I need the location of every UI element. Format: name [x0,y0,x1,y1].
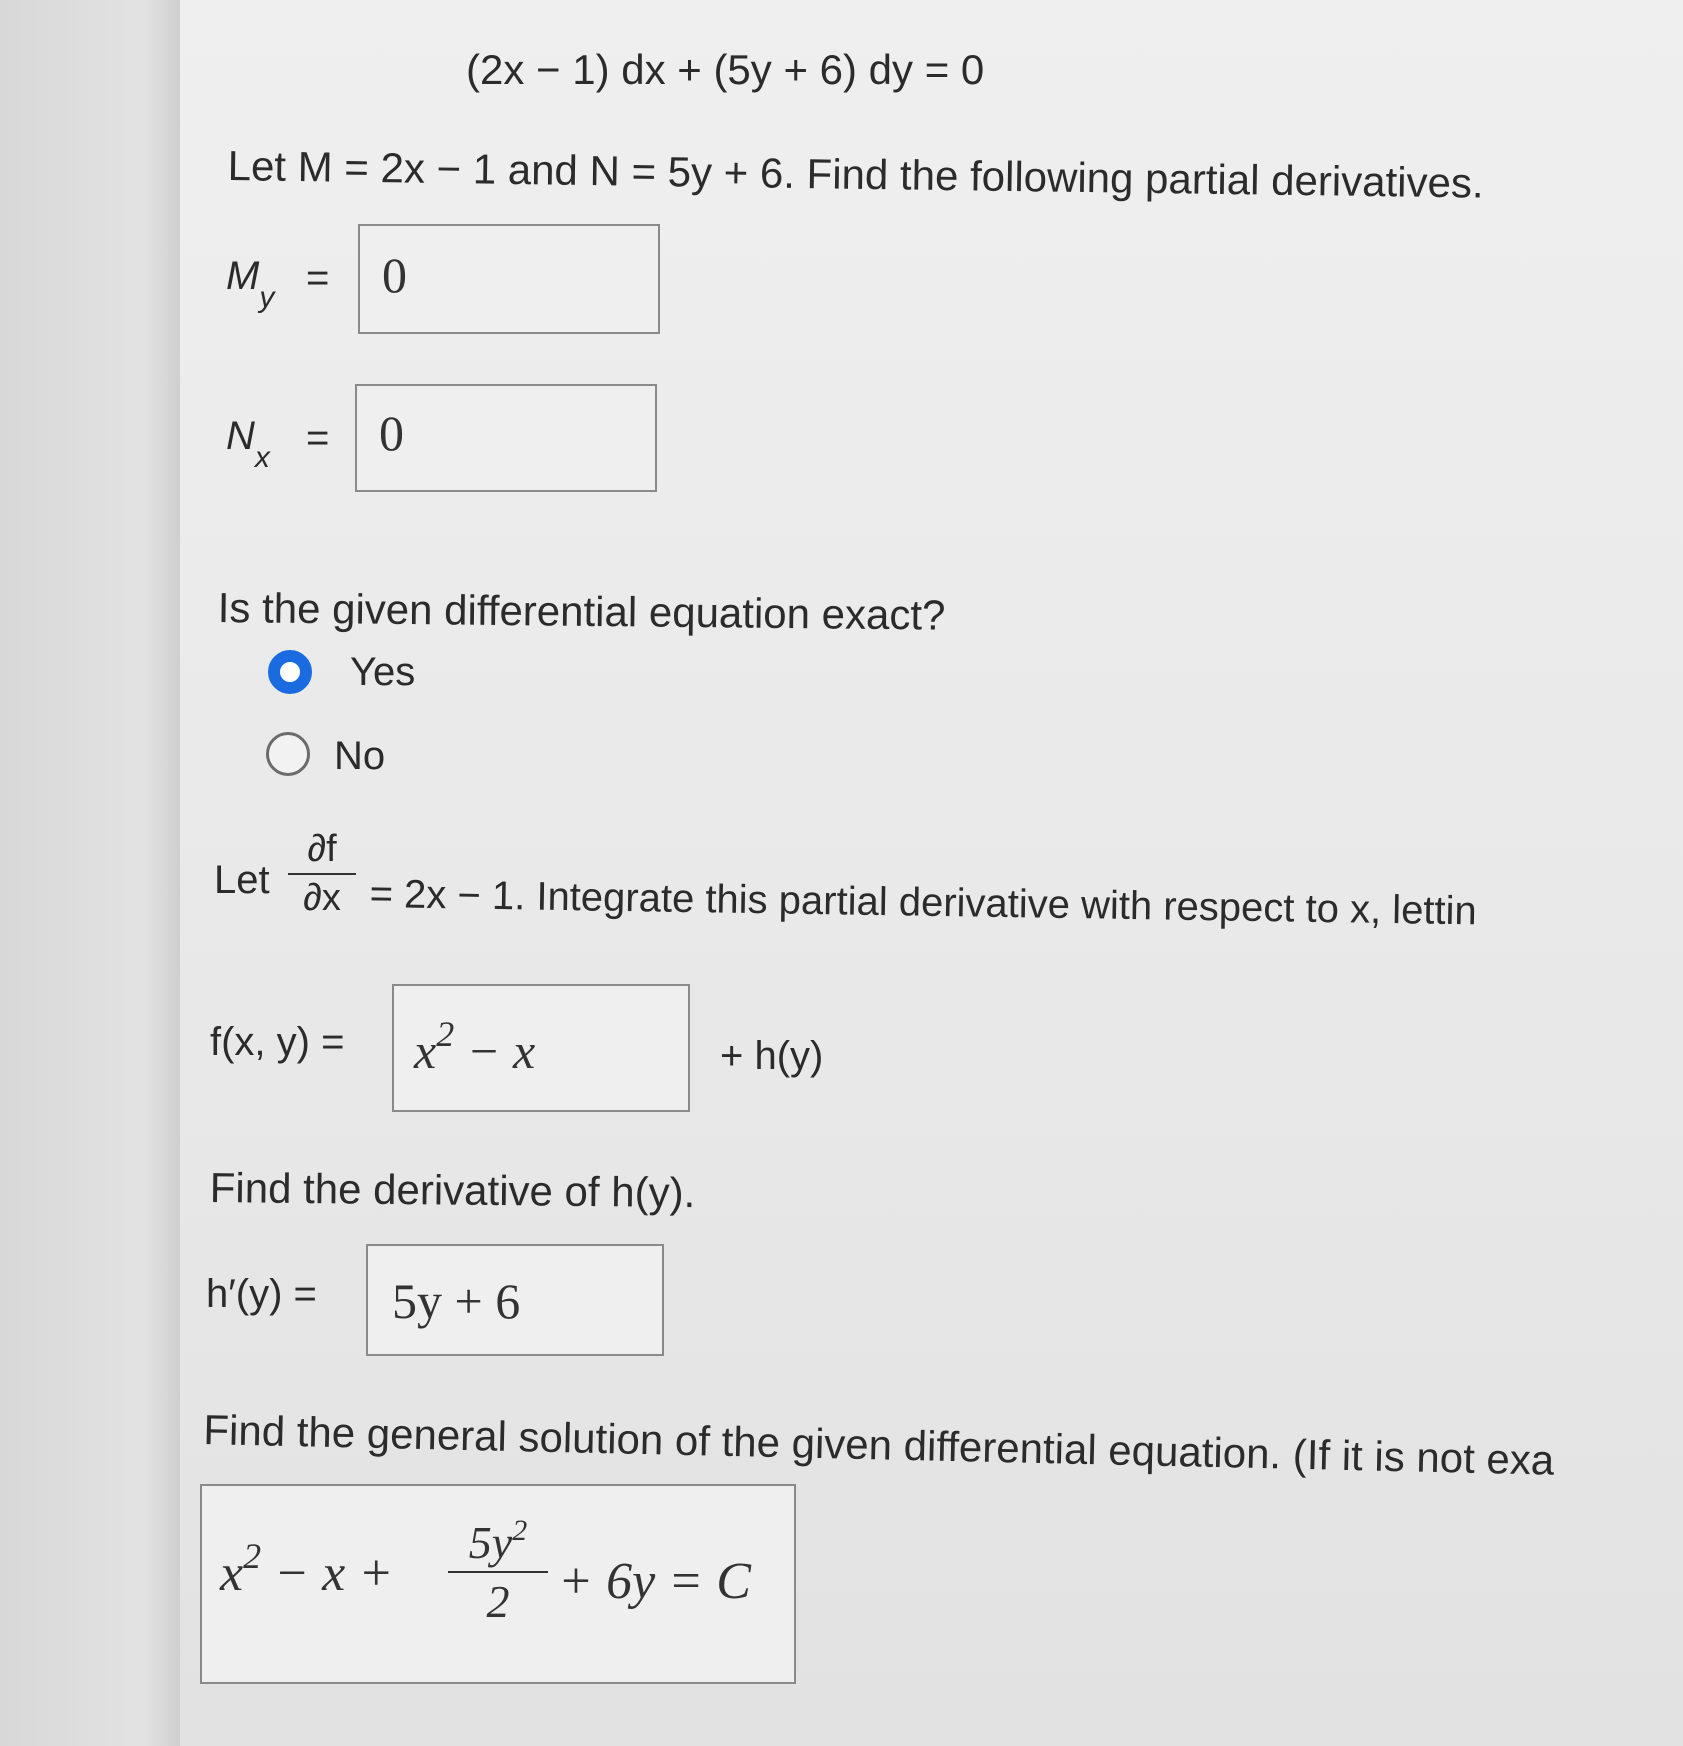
option-no-label[interactable]: No [334,734,386,778]
radio-no[interactable] [266,732,310,776]
general-numerator: $5y^2$ [468,1514,528,1568]
equation: (2x − 1) dx + (5y + 6) dy = 0 [466,46,985,93]
general-fraction-bar [448,1571,548,1573]
my-answer-field[interactable] [358,224,660,334]
nx-equals: = [306,416,330,460]
nx-label: $N_x$ [226,414,270,474]
nx-answer-field[interactable] [355,384,657,492]
hprime-answer-field[interactable] [366,1244,664,1356]
fxy-label: f(x, y) = [210,1020,345,1064]
general-answer-value: $x^2 - x$ + [220,1536,394,1602]
general-denominator: 2 [486,1576,510,1627]
fxy-suffix: + h(y) [720,1034,824,1078]
radio-yes[interactable] [268,650,312,694]
hprime-answer-value: 5y + 6 [392,1273,521,1329]
general-fraction [448,1516,548,1628]
left-margin [0,0,182,1746]
nx-answer-value: 0 [379,405,404,461]
general-prompt: Find the general solution of the given differential equation. (If it is not exa [202,1406,1555,1484]
fxy-answer-value: $x^2 - x$ [414,1014,536,1079]
exact-question: Is the given differential equation exact? [217,584,946,639]
hprime-prompt: Find the derivative of h(y). [209,1164,696,1217]
option-yes-label[interactable]: Yes [350,650,416,694]
integrate-text: = 2x − 1. Integrate this partial derivative with respect to x, lettin [369,872,1478,934]
general-answer-end: + 6y = C [558,1553,751,1610]
my-equals: = [306,256,330,300]
integrate-let: Let [214,858,270,902]
partial-numerator: ∂f [307,828,337,870]
my-label: $M_y$ [226,254,275,314]
general-answer-field[interactable] [200,1484,796,1684]
fraction-bar [288,873,356,875]
intro-text: Let M = 2x − 1 and N = 5y + 6. Find the following partial derivatives. [227,142,1484,207]
partial-denominator: ∂x [303,877,341,919]
hprime-label: h′(y) = [206,1272,317,1316]
my-answer-value: 0 [382,247,407,303]
partial-fraction [288,828,356,920]
fxy-answer-field[interactable] [392,984,690,1112]
